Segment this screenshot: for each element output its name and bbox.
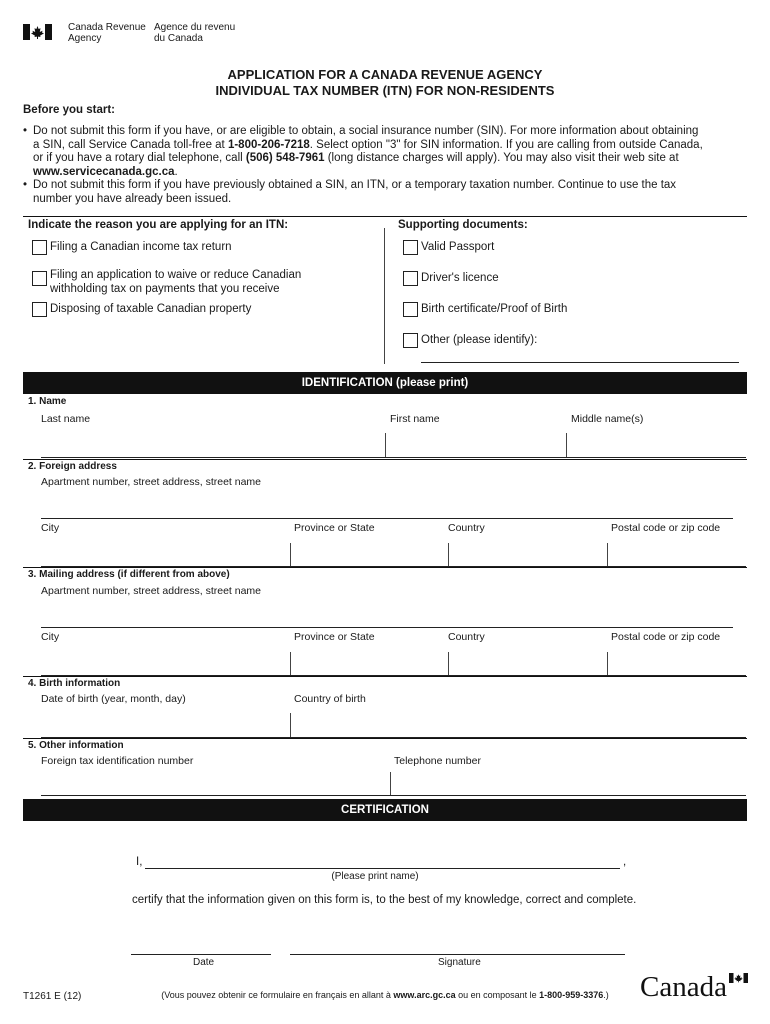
cert-statement: certify that the information given on this form is, to the best of my knowledge, correct and complete. [132, 894, 637, 906]
text: (Vous pouvez obtenir ce formulaire en français en allant à [161, 990, 394, 1000]
cert-comma: , [623, 856, 627, 868]
form-id: T1261 E (12) [23, 991, 82, 1002]
section-birth-title: 4. Birth information [28, 678, 121, 689]
reason-property-checkbox[interactable] [32, 302, 47, 317]
cert-print-name-caption: (Please print name) [331, 871, 419, 882]
text: a SIN, call Service Canada toll-free at [33, 138, 228, 151]
bullet1-line1: Do not submit this form if you have, or are eligible to obtain, a social insurance number (SIN). For more information about obtaining [33, 125, 699, 137]
text: or if you have a rotary dial telephone, call [33, 152, 246, 164]
bullet-sin: • Do not submit this form if you have, or are eligible to obtain, a social insurance number (SIN). For more information about obtaining a SIN, call Service Canada toll-free at 1-800-206-7218. Select option "3" for SIN information. If you are calling from outside Canada, or if you have a rotary dial telephone, call (506) 548-7961 (long distance charges will apply). You may also visit their web site at www.servicecanada.gc.ca. [23, 125, 753, 179]
ftin-input[interactable] [41, 795, 390, 796]
identification-bar: IDENTIFICATION (please print) [23, 372, 747, 394]
agency-fr-line1: Agence du revenu [154, 22, 236, 33]
text: .) [603, 990, 609, 1000]
title-line2: INDIVIDUAL TAX NUMBER (ITN) FOR NON-RESIDENTS [215, 83, 555, 98]
canada-wordmark-flag-icon [729, 973, 748, 983]
doc-licence-checkbox[interactable] [403, 271, 418, 286]
text: withholding tax on payments that you receive [50, 283, 280, 295]
dob-label: Date of birth (year, month, day) [41, 693, 186, 705]
foreign-postal-label: Postal code or zip code [611, 522, 721, 534]
certification-bar: CERTIFICATION [23, 799, 747, 821]
section-name-title: 1. Name [28, 396, 67, 407]
doc-birth-checkbox[interactable] [403, 302, 418, 317]
cob-label: Country of birth [294, 693, 366, 705]
supporting-heading: Supporting documents: [398, 219, 528, 231]
doc-other-checkbox[interactable] [403, 333, 418, 348]
agency-name-en [68, 22, 146, 44]
before-start-heading: Before you start: [23, 104, 116, 116]
name-divider [385, 433, 386, 458]
field-divider [290, 652, 291, 676]
last-name-label: Last name [41, 413, 91, 425]
section-mailing-address-title: 3. Mailing address (if different from above) [28, 569, 230, 580]
field-divider [290, 713, 291, 738]
reasons-column-divider [384, 228, 385, 364]
cert-date-label: Date [193, 957, 215, 968]
reasons-heading: Indicate the reason you are applying for an ITN: [28, 219, 289, 231]
cert-date-input[interactable] [131, 954, 271, 955]
cert-signature-input[interactable] [290, 954, 625, 955]
mailing-street-label: Apartment number, street address, street name [41, 585, 262, 597]
foreign-province-label: Province or State [294, 522, 375, 534]
doc-other-input[interactable] [421, 362, 739, 363]
text: Filing an application to waive or reduce Canadian [50, 269, 302, 281]
field-divider [390, 772, 391, 796]
mailing-province-label: Province or State [294, 631, 375, 643]
page-title [0, 67, 770, 99]
cert-name-input[interactable] [145, 868, 620, 869]
section-divider [23, 459, 747, 460]
first-name-label: First name [390, 413, 440, 425]
bullet1-line3 [33, 152, 753, 166]
first-name-input[interactable] [385, 457, 566, 458]
foreign-country-label: Country [448, 522, 485, 534]
cert-i-label: I, [136, 856, 143, 868]
doc-passport-label: Valid Passport [421, 241, 495, 253]
middle-name-label: Middle name(s) [571, 413, 644, 425]
foreign-street-label: Apartment number, street address, street name [41, 476, 262, 488]
mailing-postal-label: Postal code or zip code [611, 631, 721, 643]
text: . Select option "3" for SIN information. If you are calling from outside Canada, [309, 138, 703, 151]
foreign-city-label: City [41, 522, 60, 534]
outside-canada-phone: (506) 548-7961 [245, 152, 325, 164]
section-other-title: 5. Other information [28, 740, 124, 751]
last-name-input[interactable] [41, 457, 385, 458]
doc-passport-checkbox[interactable] [403, 240, 418, 255]
bullet1-line4 [33, 166, 753, 180]
sin-phone-number: 1-800-206-7218 [227, 138, 310, 151]
bullet1-line2 [33, 139, 753, 153]
cert-signature-label: Signature [438, 957, 481, 968]
foreign-street-input[interactable] [41, 518, 733, 519]
mailing-street-input[interactable] [41, 627, 733, 628]
reason-income-tax-label: Filing a Canadian income tax return [50, 241, 232, 253]
agency-en-line1: Canada Revenue [68, 22, 146, 33]
mailing-country-label: Country [448, 631, 485, 643]
agency-name-fr [154, 22, 235, 44]
french-phone: 1-800-959-3376 [539, 990, 604, 1000]
text: (long distance charges will apply). You may also visit their web site at [324, 152, 679, 164]
text: . [174, 165, 178, 178]
reason-property-label: Disposing of taxable Canadian property [50, 303, 252, 315]
doc-licence-label: Driver's licence [421, 272, 499, 284]
bullet2-line2: number you have already been issued. [33, 192, 232, 205]
name-divider [566, 433, 567, 458]
doc-birth-label: Birth certificate/Proof of Birth [421, 303, 568, 315]
reasons-divider [23, 216, 747, 217]
bullet-previous: • Do not submit this form if you have previously obtained a SIN, an ITN, or a temporary taxation number. Continue to use the tax number you have already been issued. [23, 179, 753, 206]
field-divider [448, 543, 449, 567]
arc-link[interactable]: www.arc.gc.ca [393, 990, 456, 1000]
ftin-label: Foreign tax identification number [41, 755, 194, 767]
bullet2-line1: Do not submit this form if you have previously obtained a SIN, an ITN, or a temporary taxation number. Continue to use the tax [33, 179, 677, 191]
mailing-city-label: City [41, 631, 60, 643]
agency-en-line2: Agency [68, 33, 102, 44]
title-line1: APPLICATION FOR A CANADA REVENUE AGENCY [227, 67, 543, 82]
canada-wordmark-text: Canada [640, 971, 727, 1003]
reason-withholding-checkbox[interactable] [32, 271, 47, 286]
phone-label: Telephone number [394, 755, 481, 767]
phone-input[interactable] [390, 795, 746, 796]
section-divider [23, 567, 747, 568]
doc-other-label: Other (please identify): [421, 334, 538, 346]
agency-fr-line2: du Canada [154, 33, 203, 44]
before-start-bullets [23, 125, 753, 206]
field-divider [607, 543, 608, 567]
reason-withholding-label [50, 268, 301, 296]
field-divider [448, 652, 449, 676]
canada-flag-icon [23, 24, 52, 40]
canada-wordmark [640, 970, 750, 1004]
section-divider [23, 676, 747, 677]
field-divider [607, 652, 608, 676]
servicecanada-link[interactable]: www.servicecanada.gc.ca [33, 165, 175, 178]
reason-income-tax-checkbox[interactable] [32, 240, 47, 255]
field-divider [290, 543, 291, 567]
section-divider [23, 738, 747, 739]
text: ou en composant le [455, 990, 540, 1000]
middle-name-input[interactable] [566, 457, 746, 458]
section-foreign-address-title: 2. Foreign address [28, 461, 117, 472]
